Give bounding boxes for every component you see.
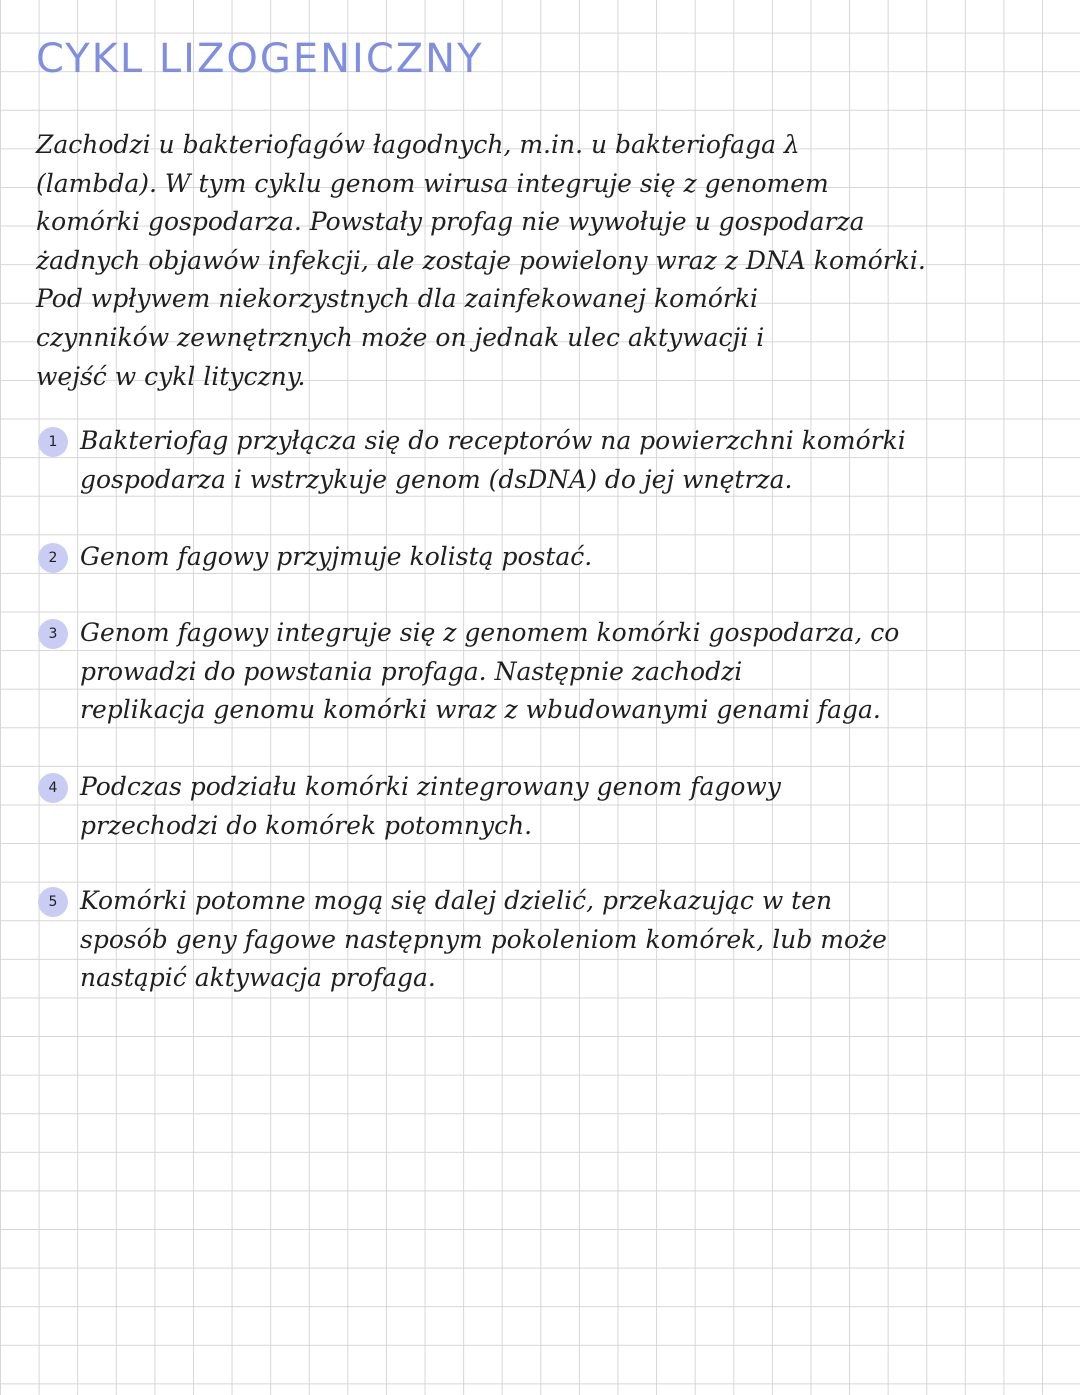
step-line: gospodarza i wstrzykuje genom (dsDNA) do jej wnętrza. <box>80 464 793 494</box>
step-text <box>80 538 1066 577</box>
step-5 <box>36 882 1066 998</box>
step-text <box>80 768 1066 845</box>
page-title: CYKL LIZOGENICZNY <box>36 36 484 82</box>
step-4 <box>36 768 1066 845</box>
intro-line: żadnych objawów infekcji, ale zostaje powielony wraz z DNA komórki. <box>36 245 926 275</box>
step-number-badge: 5 <box>38 887 68 917</box>
step-line: replikacja genomu komórki wraz z wbudowanymi genami faga. <box>80 695 881 725</box>
intro-line: wejść w cykl lityczny. <box>36 361 306 391</box>
step-line: Komórki potomne mogą się dalej dzielić, przekazując w ten <box>80 886 833 915</box>
step-line: Genom fagowy przyjmuje kolistą postać. <box>80 542 593 571</box>
intro-line: czynników zewnętrznych może on jednak ulec aktywacji i <box>36 322 765 352</box>
step-number-badge: 3 <box>38 619 68 649</box>
step-line: Bakteriofag przyłącza się do receptorów na powierzchni komórki <box>80 426 906 455</box>
step-line: przechodzi do komórek potomnych. <box>80 810 533 840</box>
step-2 <box>36 538 1066 577</box>
step-3 <box>36 614 1066 730</box>
step-number-badge: 1 <box>38 427 68 457</box>
step-text <box>80 882 1066 998</box>
step-1 <box>36 422 1066 499</box>
step-text <box>80 614 1066 730</box>
step-line: sposób geny fagowe następnym pokoleniom komórek, lub może <box>80 924 887 954</box>
intro-line: Zachodzi u bakteriofagów łagodnych, m.in. u bakteriofaga λ <box>36 130 800 159</box>
step-number-badge: 2 <box>38 543 68 573</box>
step-line: prowadzi do powstania profaga. Następnie zachodzi <box>80 656 743 686</box>
step-line: nastąpić aktywacja profaga. <box>80 963 436 993</box>
step-line: Genom fagowy integruje się z genomem komórki gospodarza, co <box>80 618 900 647</box>
step-number-badge: 4 <box>38 773 68 803</box>
step-line: Podczas podziału komórki zintegrowany genom fagowy <box>80 772 781 801</box>
intro-line: (lambda). W tym cyklu genom wirusa integruje się z genomem <box>36 168 829 198</box>
intro-line: komórki gospodarza. Powstały profag nie wywołuje u gospodarza <box>36 207 865 237</box>
step-text <box>80 422 1066 499</box>
intro-line: Pod wpływem niekorzystnych dla zainfekowanej komórki <box>36 284 758 314</box>
intro-paragraph <box>36 126 1066 396</box>
